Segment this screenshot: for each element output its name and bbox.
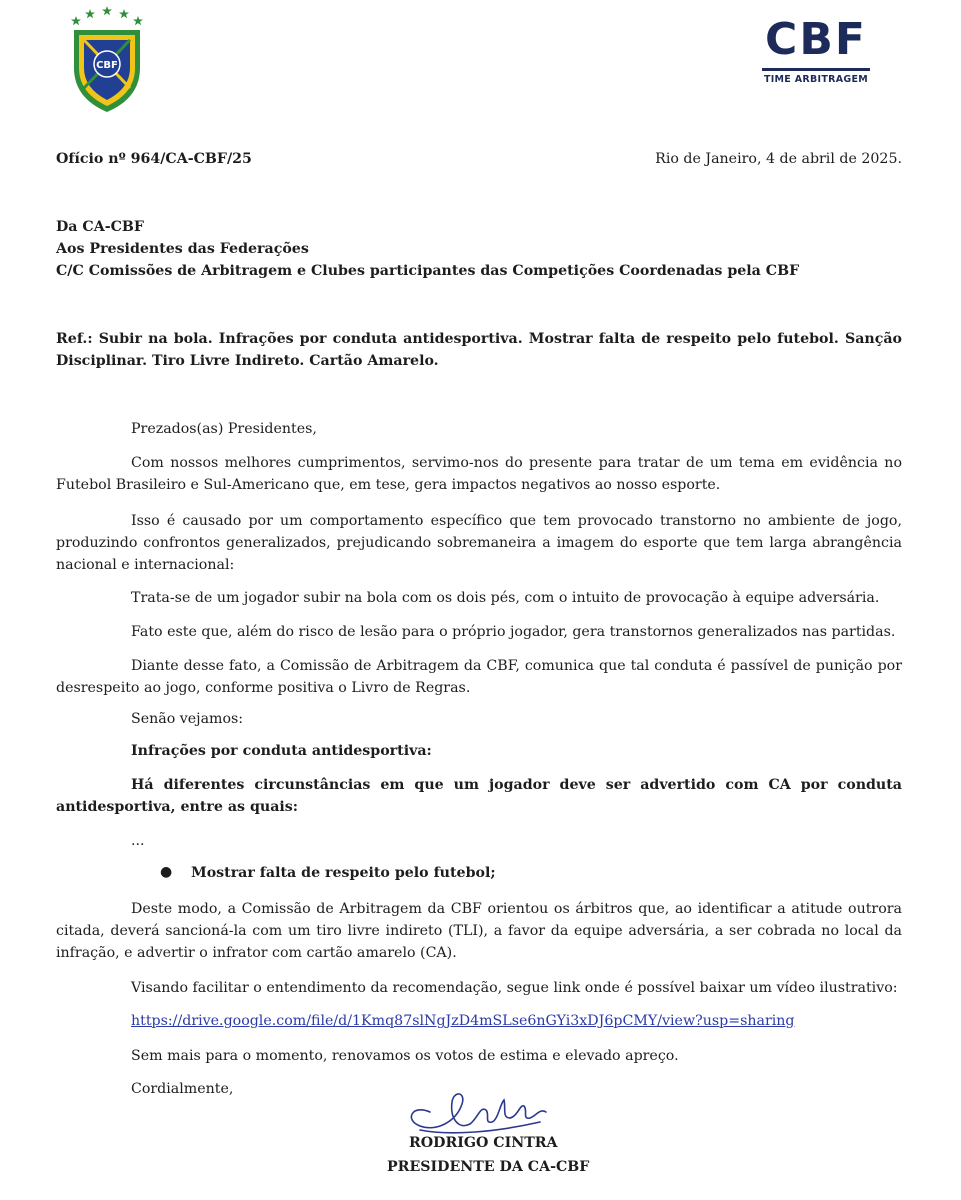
body-paragraph-6: Senão vejamos: — [131, 711, 244, 727]
body-paragraph-9: Visando facilitar o entendimento da recomendação, segue link onde é possível baixar um vídeo ilustrativo: — [131, 980, 898, 996]
crest-letters: CBF — [96, 60, 118, 71]
body-paragraph-7: Há diferentes circunstâncias em que um jogador deve ser advertido com CA por conduta antidesportiva, entre as quais: — [56, 777, 902, 815]
cbf-logo-subtitle: TIME ARBITRAGEM — [763, 74, 869, 85]
body-paragraph-1: Com nossos melhores cumprimentos, servimo-nos do presente para tratar de um tema em evidência no Futebol Brasileiro e Sul-Americano que, em tese, gera impactos negativos ao nosso esporte. — [56, 455, 902, 493]
closing-salutation: Cordialmente, — [131, 1081, 234, 1097]
letter-to: Aos Presidentes das Federações — [56, 241, 309, 257]
cbf-logo-rule — [762, 68, 870, 71]
body-paragraph-3: Trata-se de um jogador subir na bola com os dois pés, com o intuito de provocação à equipe adversária. — [131, 590, 880, 606]
section-heading-infractions: Infrações por conduta antidesportiva: — [131, 743, 432, 759]
cbf-crest-logo — [68, 6, 146, 114]
video-link[interactable]: https://drive.google.com/file/d/1Kmq87slNgJzD4mSLse6nGYi3xDJ6pCMY/view?usp=sharing — [131, 1013, 795, 1029]
letter-cc: C/C Comissões de Arbitragem e Clubes participantes das Competições Coordenadas pela CBF — [56, 263, 800, 279]
closing-line: Sem mais para o momento, renovamos os votos de estima e elevado apreço. — [131, 1048, 679, 1064]
cbf-arbitragem-logo — [756, 14, 876, 85]
bullet-item: Mostrar falta de respeito pelo futebol; — [191, 865, 496, 881]
bullet-dot-icon: ● — [160, 864, 173, 880]
letter-subject: Ref.: Subir na bola. Infrações por conduta antidesportiva. Mostrar falta de respeito pelo futebol. Sanção Disciplinar. Tiro Livre Indireto. Cartão Amarelo. — [56, 331, 902, 369]
letter-greeting: Prezados(as) Presidentes, — [131, 421, 317, 437]
signer-title: PRESIDENTE DA CA-CBF — [387, 1159, 590, 1175]
letter-from: Da CA-CBF — [56, 219, 144, 235]
letter-reference-number: Ofício nº 964/CA-CBF/25 — [56, 151, 252, 167]
body-paragraph-4: Fato este que, além do risco de lesão para o próprio jogador, gera transtornos generalizados nas partidas. — [131, 624, 896, 640]
ellipsis-text: ... — [131, 833, 145, 849]
letter-place-date: Rio de Janeiro, 4 de abril de 2025. — [655, 151, 902, 167]
signer-name: RODRIGO CINTRA — [409, 1135, 558, 1151]
body-paragraph-2: Isso é causado por um comportamento específico que tem provocado transtorno no ambiente de jogo, produzindo confrontos generalizados, prejudicando sobremaneira a imagem do esporte que tem larga abrangência nacional e internacional: — [56, 513, 902, 573]
cbf-logo-text: CBF — [765, 14, 867, 65]
body-paragraph-8: Deste modo, a Comissão de Arbitragem da CBF orientou os árbitros que, ao identificar a atitude outrora citada, deverá sancioná-la com um tiro livre indireto (TLI), a favor da equipe adversária, a ser cobrada no local da infração, e advertir o infrator com cartão amarelo (CA). — [56, 901, 902, 961]
body-paragraph-5: Diante desse fato, a Comissão de Arbitragem da CBF, comunica que tal conduta é passível de punição por desrespeito ao jogo, conforme positiva o Livro de Regras. — [56, 658, 902, 696]
